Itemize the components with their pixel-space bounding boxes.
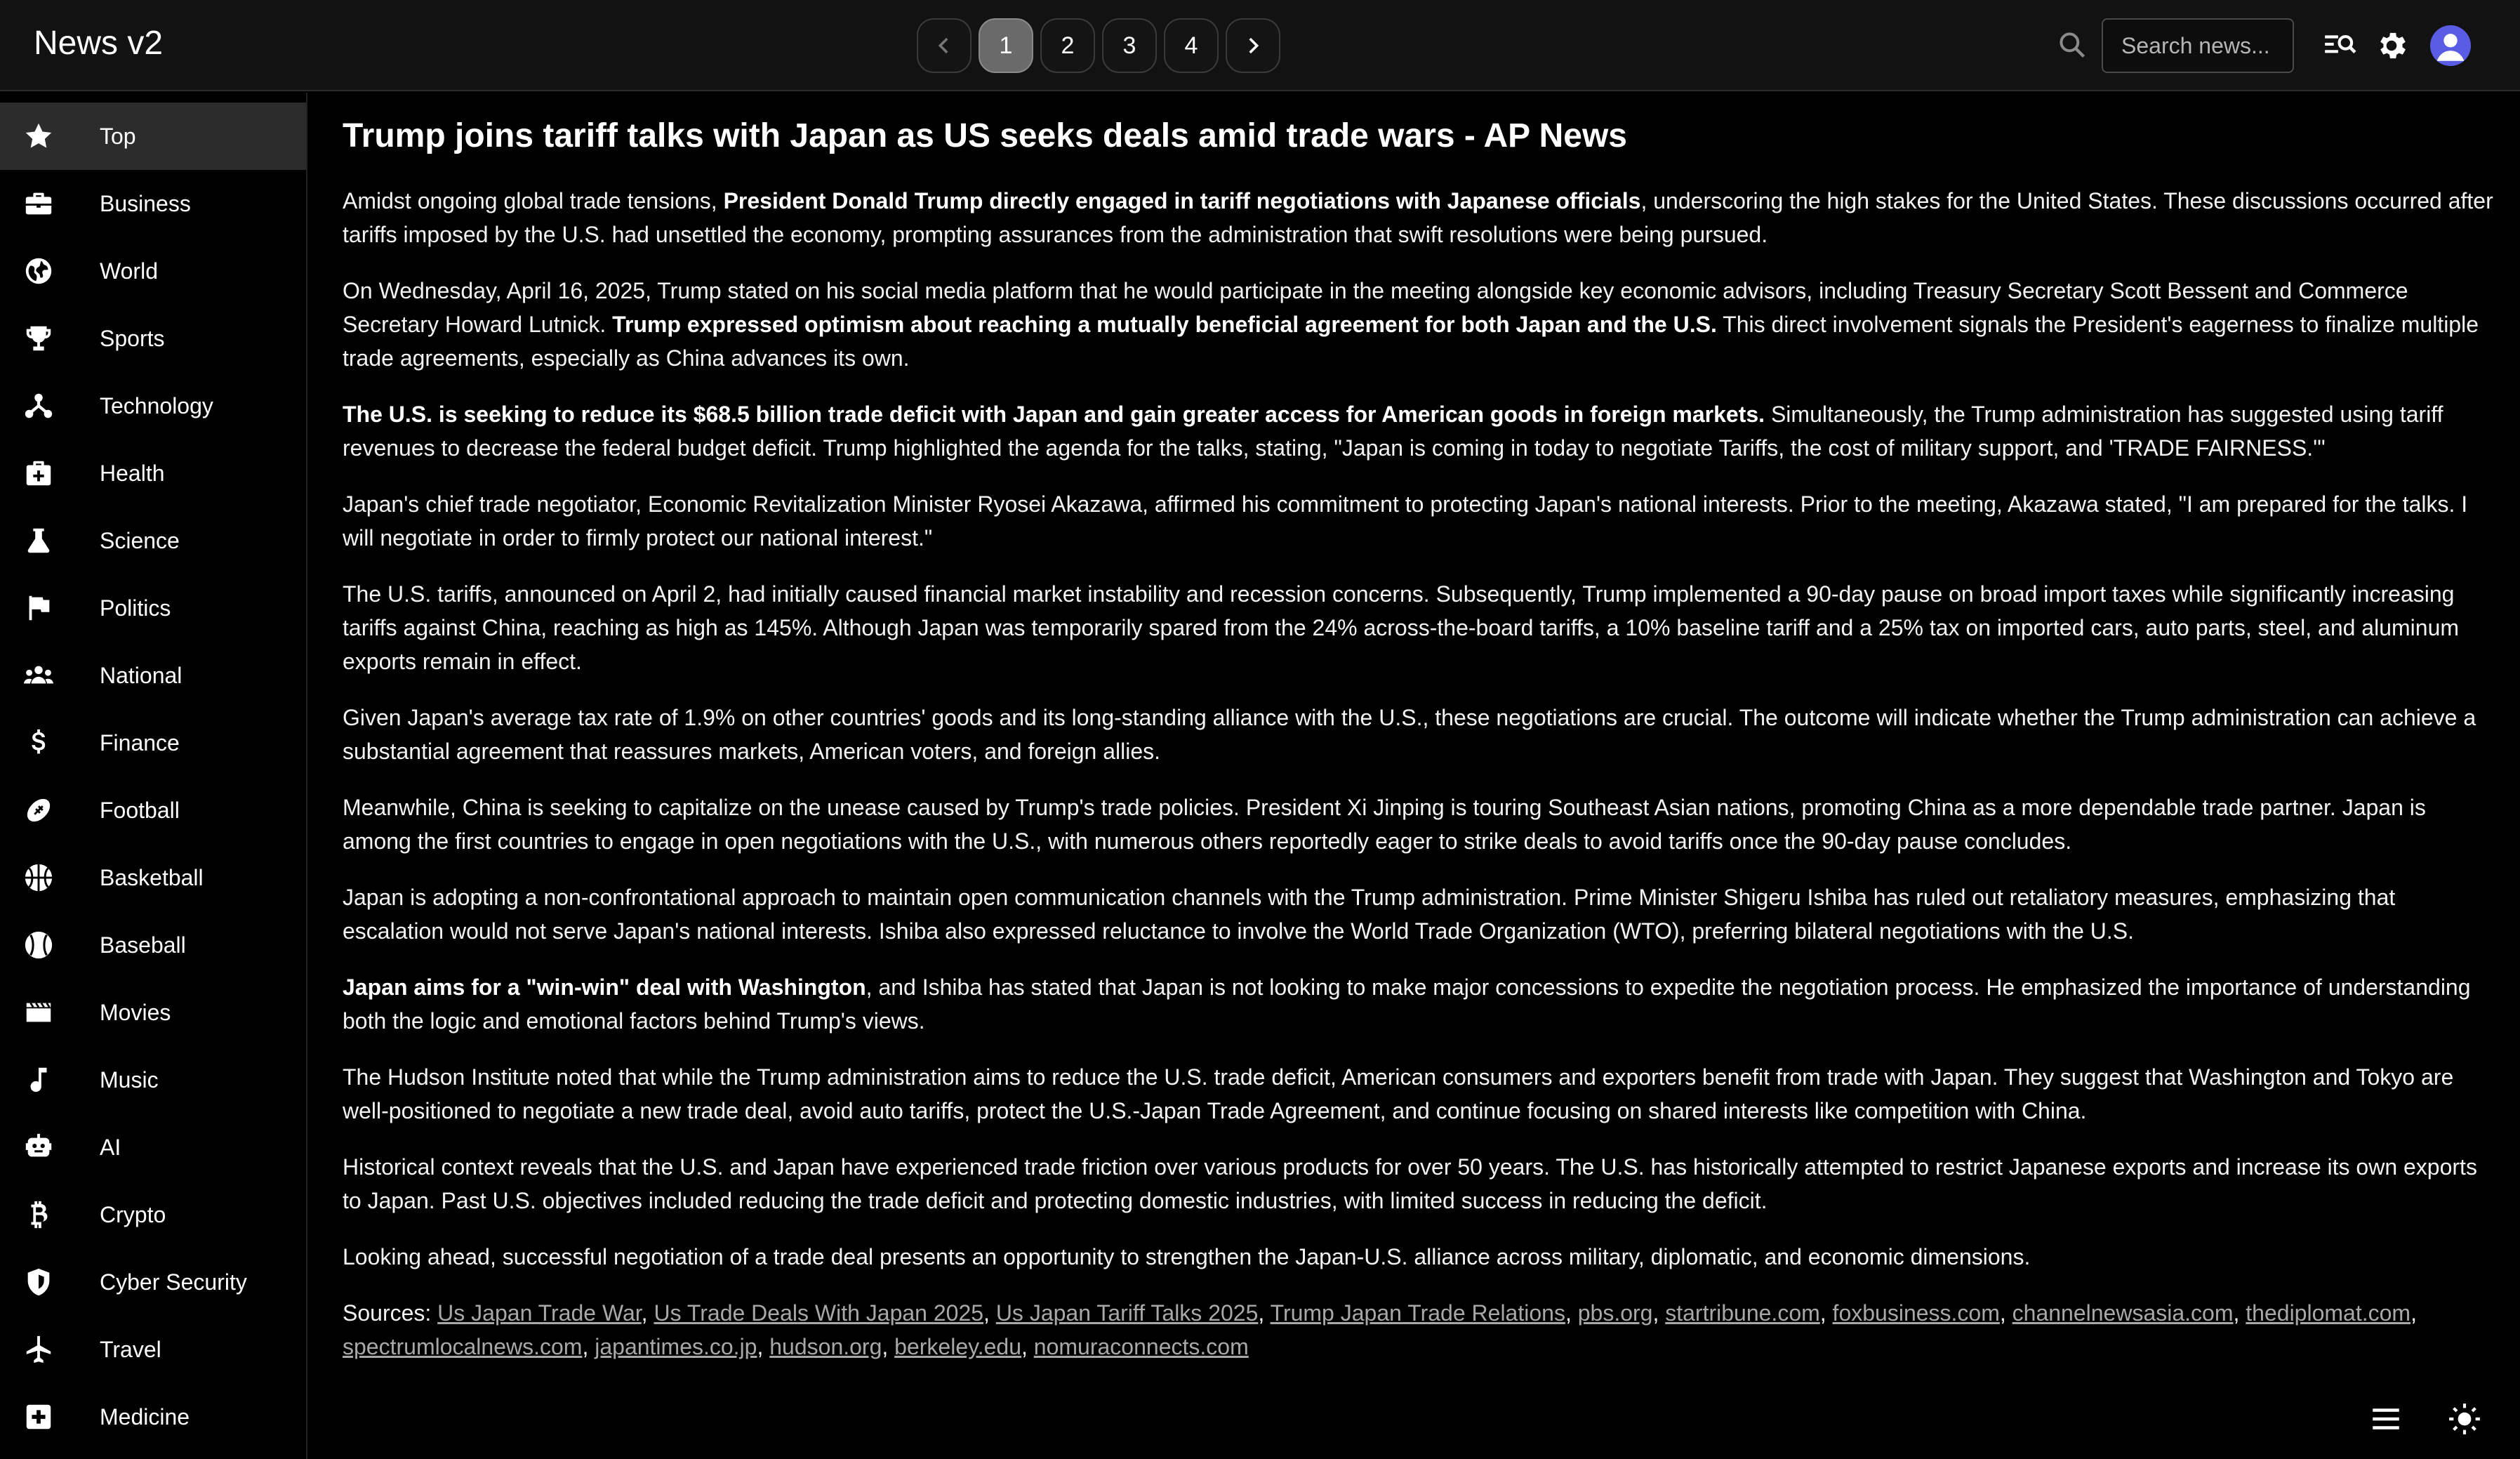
source-link[interactable]: berkeley.edu [894,1334,1022,1359]
text-run: This direct involvement signals the President's eagerness to finalize multiple trade agreements, especially as China advances its own. [343,312,2479,371]
article-paragraph [343,1240,2498,1274]
top-bar [0,0,2520,91]
search-input[interactable] [2102,18,2294,73]
sidebar-item-medicine[interactable] [0,1383,306,1451]
chevron-left-icon [932,34,956,58]
sidebar-item-football[interactable] [0,777,306,844]
sidebar-item-technology[interactable] [0,372,306,440]
sidebar-item-business[interactable] [0,170,306,237]
article-paragraph [343,577,2498,678]
light-mode-icon[interactable] [2447,1401,2482,1437]
text-run: Looking ahead, successful negotiation of a trade deal presents an opportunity to strengthen the Japan-U.S. alliance across military, diplomatic, and economic dimensions. [343,1244,2031,1269]
people-icon [22,659,55,692]
sidebar-item-label: Politics [100,595,171,621]
sidebar-item-science[interactable] [0,507,306,574]
sidebar-item-label: Sports [100,325,165,351]
prev-page-button[interactable] [917,18,971,73]
source-link[interactable]: Us Trade Deals With Japan 2025 [654,1300,984,1326]
shield-icon [22,1266,55,1298]
page-button-1[interactable]: 1 [979,18,1033,73]
article-paragraph [343,487,2498,555]
medical-cross-icon [22,1401,55,1433]
article-paragraph [343,701,2498,768]
text-run: The U.S. tariffs, announced on April 2, had initially caused financial market instability and recession concerns. Subsequently, Trump implemented a 90-day pause on broad import taxes while significantly increasing tariffs against China, reaching as high as 145%. Although Japan was temporarily spared from the 24% across-the-board tariffs, a 10% baseline tariff and a 25% tax on imported cars, auto parts, steel, and aluminum exports remain in effect. [343,581,2460,674]
text-run: , and Ishiba has stated that Japan is not looking to make major concessions to expedite the negotiation process. He emphasized the importance of understanding both the logic and emotional factors behind Trump's views. [343,975,2471,1034]
sidebar-item-politics[interactable] [0,574,306,642]
sidebar-item-label: Music [100,1067,159,1092]
text-run: Japan's chief trade negotiator, Economic Revitalization Minister Ryosei Akazawa, affirmed his commitment to protecting Japan's national interests. Prior to the meeting, Akazawa stated, "I am prepared for the talks. I will negotiate in order to firmly protect our national interest." [343,491,2468,550]
text-run: , underscoring the high stakes for the United States. These discussions occurred after tariffs imposed by the U.S. had unsettled the economy, prompting assurances from the administration that swift resolutions were being pursued. [343,188,2493,247]
source-link[interactable]: spectrumlocalnews.com [343,1334,583,1359]
sidebar-item-label: Finance [100,730,180,755]
sidebar-item-label: Travel [100,1336,161,1362]
source-link[interactable]: nomuraconnects.com [1033,1334,1249,1359]
sidebar-item-label: Top [100,123,136,149]
sidebar-item-basketball[interactable] [0,844,306,911]
text-run: Amidst ongoing global trade tensions, [343,188,724,213]
sidebar-item-travel[interactable] [0,1316,306,1383]
text-run: Given Japan's average tax rate of 1.9% on other countries' goods and its long-standing alliance with the U.S., these negotiations are crucial. The outcome will indicate whether the Trump administration can achieve a substantial agreement that reassures markets, American voters, and foreign allies. [343,705,2476,764]
sidebar-item-baseball[interactable] [0,911,306,979]
sidebar-item-label: Crypto [100,1201,166,1227]
basketball-icon [22,861,55,894]
source-link[interactable]: startribune.com [1665,1300,1820,1326]
article-paragraph [343,1150,2498,1217]
source-link[interactable]: thediplomat.com [2246,1300,2411,1326]
source-link[interactable]: channelnewsasia.com [2012,1300,2234,1326]
bold-text: President Donald Trump directly engaged in tariff negotiations with Japanese officials [723,188,1641,213]
sources-list [343,1296,2498,1364]
airplane-icon [22,1333,55,1366]
sidebar-item-label: AI [100,1134,121,1160]
baseball-icon [22,929,55,961]
robot-icon [22,1131,55,1163]
article-paragraph [343,970,2498,1038]
user-avatar[interactable] [2430,25,2471,66]
next-page-button[interactable] [1226,18,1280,73]
source-link[interactable]: foxbusiness.com [1832,1300,2000,1326]
sidebar-item-label: Football [100,797,180,823]
pagination [917,18,1280,73]
article-paragraph [343,880,2498,948]
article-headline: Trump joins tariff talks with Japan as US seeks deals amid trade wars - AP News [343,117,1627,154]
text-run: Japan is adopting a non-confrontational approach to maintain open communication channels with the Trump administration. Prime Minister Shigeru Ishiba has ruled out retaliatory measures, emphasizing that escalation would not serve Japan's national interests. Ishiba also expressed reluctance to involve the World Trade Organization (WTO), preferring bilateral negotiations with the U.S. [343,885,2396,944]
article [343,110,2498,1364]
sidebar-item-music[interactable] [0,1046,306,1114]
sidebar-item-label: Basketball [100,864,204,890]
briefcase-icon [22,187,55,220]
text-run: The Hudson Institute noted that while the Trump administration aims to reduce the U.S. trade deficit, American consumers and exporters benefit from trade with Japan. They suggest that Washington and Tokyo are well-positioned to negotiate a new trade deal, avoid auto tariffs, protect the U.S.-Japan Trade Agreement, and continue focusing on shared interests like competition with China. [343,1064,2454,1123]
filter-search-icon[interactable] [2322,28,2357,63]
source-link[interactable]: pbs.org [1577,1300,1653,1326]
settings-icon[interactable] [2374,28,2409,63]
text-run: Simultaneously, the Trump administration has suggested using tariff revenues to decrease the federal budget deficit. Trump highlighted the agenda for the talks, stating, "Japan is coming in today to negotiate Tariffs, the cost of military support, and 'TRADE FAIRNESS.'" [343,402,2443,461]
page-button-4[interactable]: 4 [1164,18,1219,73]
dollar-icon [22,727,55,759]
sidebar-item-label: Baseball [100,932,186,958]
chevron-right-icon [1241,34,1265,58]
article-paragraph [343,397,2498,465]
sidebar-item-label: Medicine [100,1404,190,1430]
bitcoin-icon [22,1199,55,1231]
text-run: Historical context reveals that the U.S. and Japan have experienced trade friction over various products for over 50 years. The U.S. has historically attempted to restrict Japanese exports and increase its own exports to Japan. Past U.S. objectives included reducing the trade deficit and protecting domestic industries, with limited success in reducing the deficit. [343,1154,2477,1213]
music-note-icon [22,1064,55,1096]
sidebar-item-label: World [100,258,158,284]
sidebar-item-health[interactable] [0,440,306,507]
bold-text: Trump expressed optimism about reaching a mutually beneficial agreement for both Japan and the U.S. [612,312,1717,337]
sources-label: Sources: [343,1300,432,1326]
football-icon [22,794,55,826]
page-button-2[interactable]: 2 [1040,18,1095,73]
sidebar-item-national[interactable] [0,642,306,709]
menu-icon[interactable] [2368,1401,2403,1437]
user-icon [2430,25,2471,66]
sidebar-item-crypto[interactable] [0,1181,306,1248]
clapperboard-icon [22,996,55,1029]
flag-icon [22,592,55,624]
sidebar-item-ai[interactable] [0,1114,306,1181]
trophy-icon [22,322,55,355]
sidebar-item-sports[interactable] [0,305,306,372]
app-title: News v2 [34,25,164,62]
search-icon[interactable] [2057,29,2088,60]
sidebar-item-label: Business [100,190,191,216]
sidebar-item-label: Technology [100,392,213,418]
article-paragraph [343,1060,2498,1128]
text-run: Meanwhile, China is seeking to capitalize on the unease caused by Trump's trade policies. President Xi Jinping is touring Southeast Asian nations, promoting China as a more dependable trade partner. Japan is among the first countries to engage in open negotiations with the U.S., with numerous others reportedly eager to strike deals to avoid tariffs once the 90-day pause concludes. [343,795,2426,854]
source-link[interactable]: japantimes.co.jp [595,1334,757,1359]
globe-icon [22,255,55,287]
source-link[interactable]: hudson.org [769,1334,882,1359]
sidebar-item-label: Movies [100,999,171,1025]
source-link[interactable]: Us Japan Trade War [437,1300,642,1326]
source-links: Us Japan Trade War, Us Trade Deals With Japan 2025, Us Japan Tariff Talks 2025, Trump Japan Trade Relations, pbs.org, startribune.com, foxbusiness.com, channelnewsasia.com, thediplomat.com, spectrumlocalnews.com, japantimes.co.jp, hudson.org, berkeley.edu, nomuraconnects.com [343,1300,2417,1359]
sidebar-item-movies[interactable] [0,979,306,1046]
star-icon [22,120,55,152]
flask-icon [22,524,55,557]
article-paragraph [343,184,2498,251]
sidebar-item-top[interactable] [0,103,306,170]
text-run: On Wednesday, April 16, 2025, Trump stated on his social media platform that he would participate in the meeting alongside key economic advisors, including Treasury Secretary Scott Bessent and Commerce Secretary Howard Lutnick. [343,278,2408,337]
sidebar-item-label: Science [100,527,180,553]
sidebar-item-world[interactable] [0,237,306,305]
article-paragraph [343,791,2498,858]
sidebar-item-finance[interactable] [0,709,306,777]
page-button-3[interactable]: 3 [1102,18,1157,73]
sidebar-item-label: Health [100,460,165,486]
sidebar-item-label: National [100,662,183,688]
bold-text: The U.S. is seeking to reduce its $68.5 billion trade deficit with Japan and gain greater access for American goods in foreign markets. [343,402,1765,427]
article-body [343,184,2498,1274]
medical-bag-icon [22,457,55,489]
source-link[interactable]: Us Japan Tariff Talks 2025 [995,1300,1259,1326]
network-icon [22,390,55,422]
source-link[interactable]: Trump Japan Trade Relations [1270,1300,1565,1326]
category-sidebar [0,93,307,1459]
sidebar-item-cyber-security[interactable] [0,1248,306,1316]
sidebar-item-label: Cyber Security [100,1269,247,1295]
article-paragraph [343,274,2498,375]
bold-text: Japan aims for a "win-win" deal with Washington [343,975,866,1000]
